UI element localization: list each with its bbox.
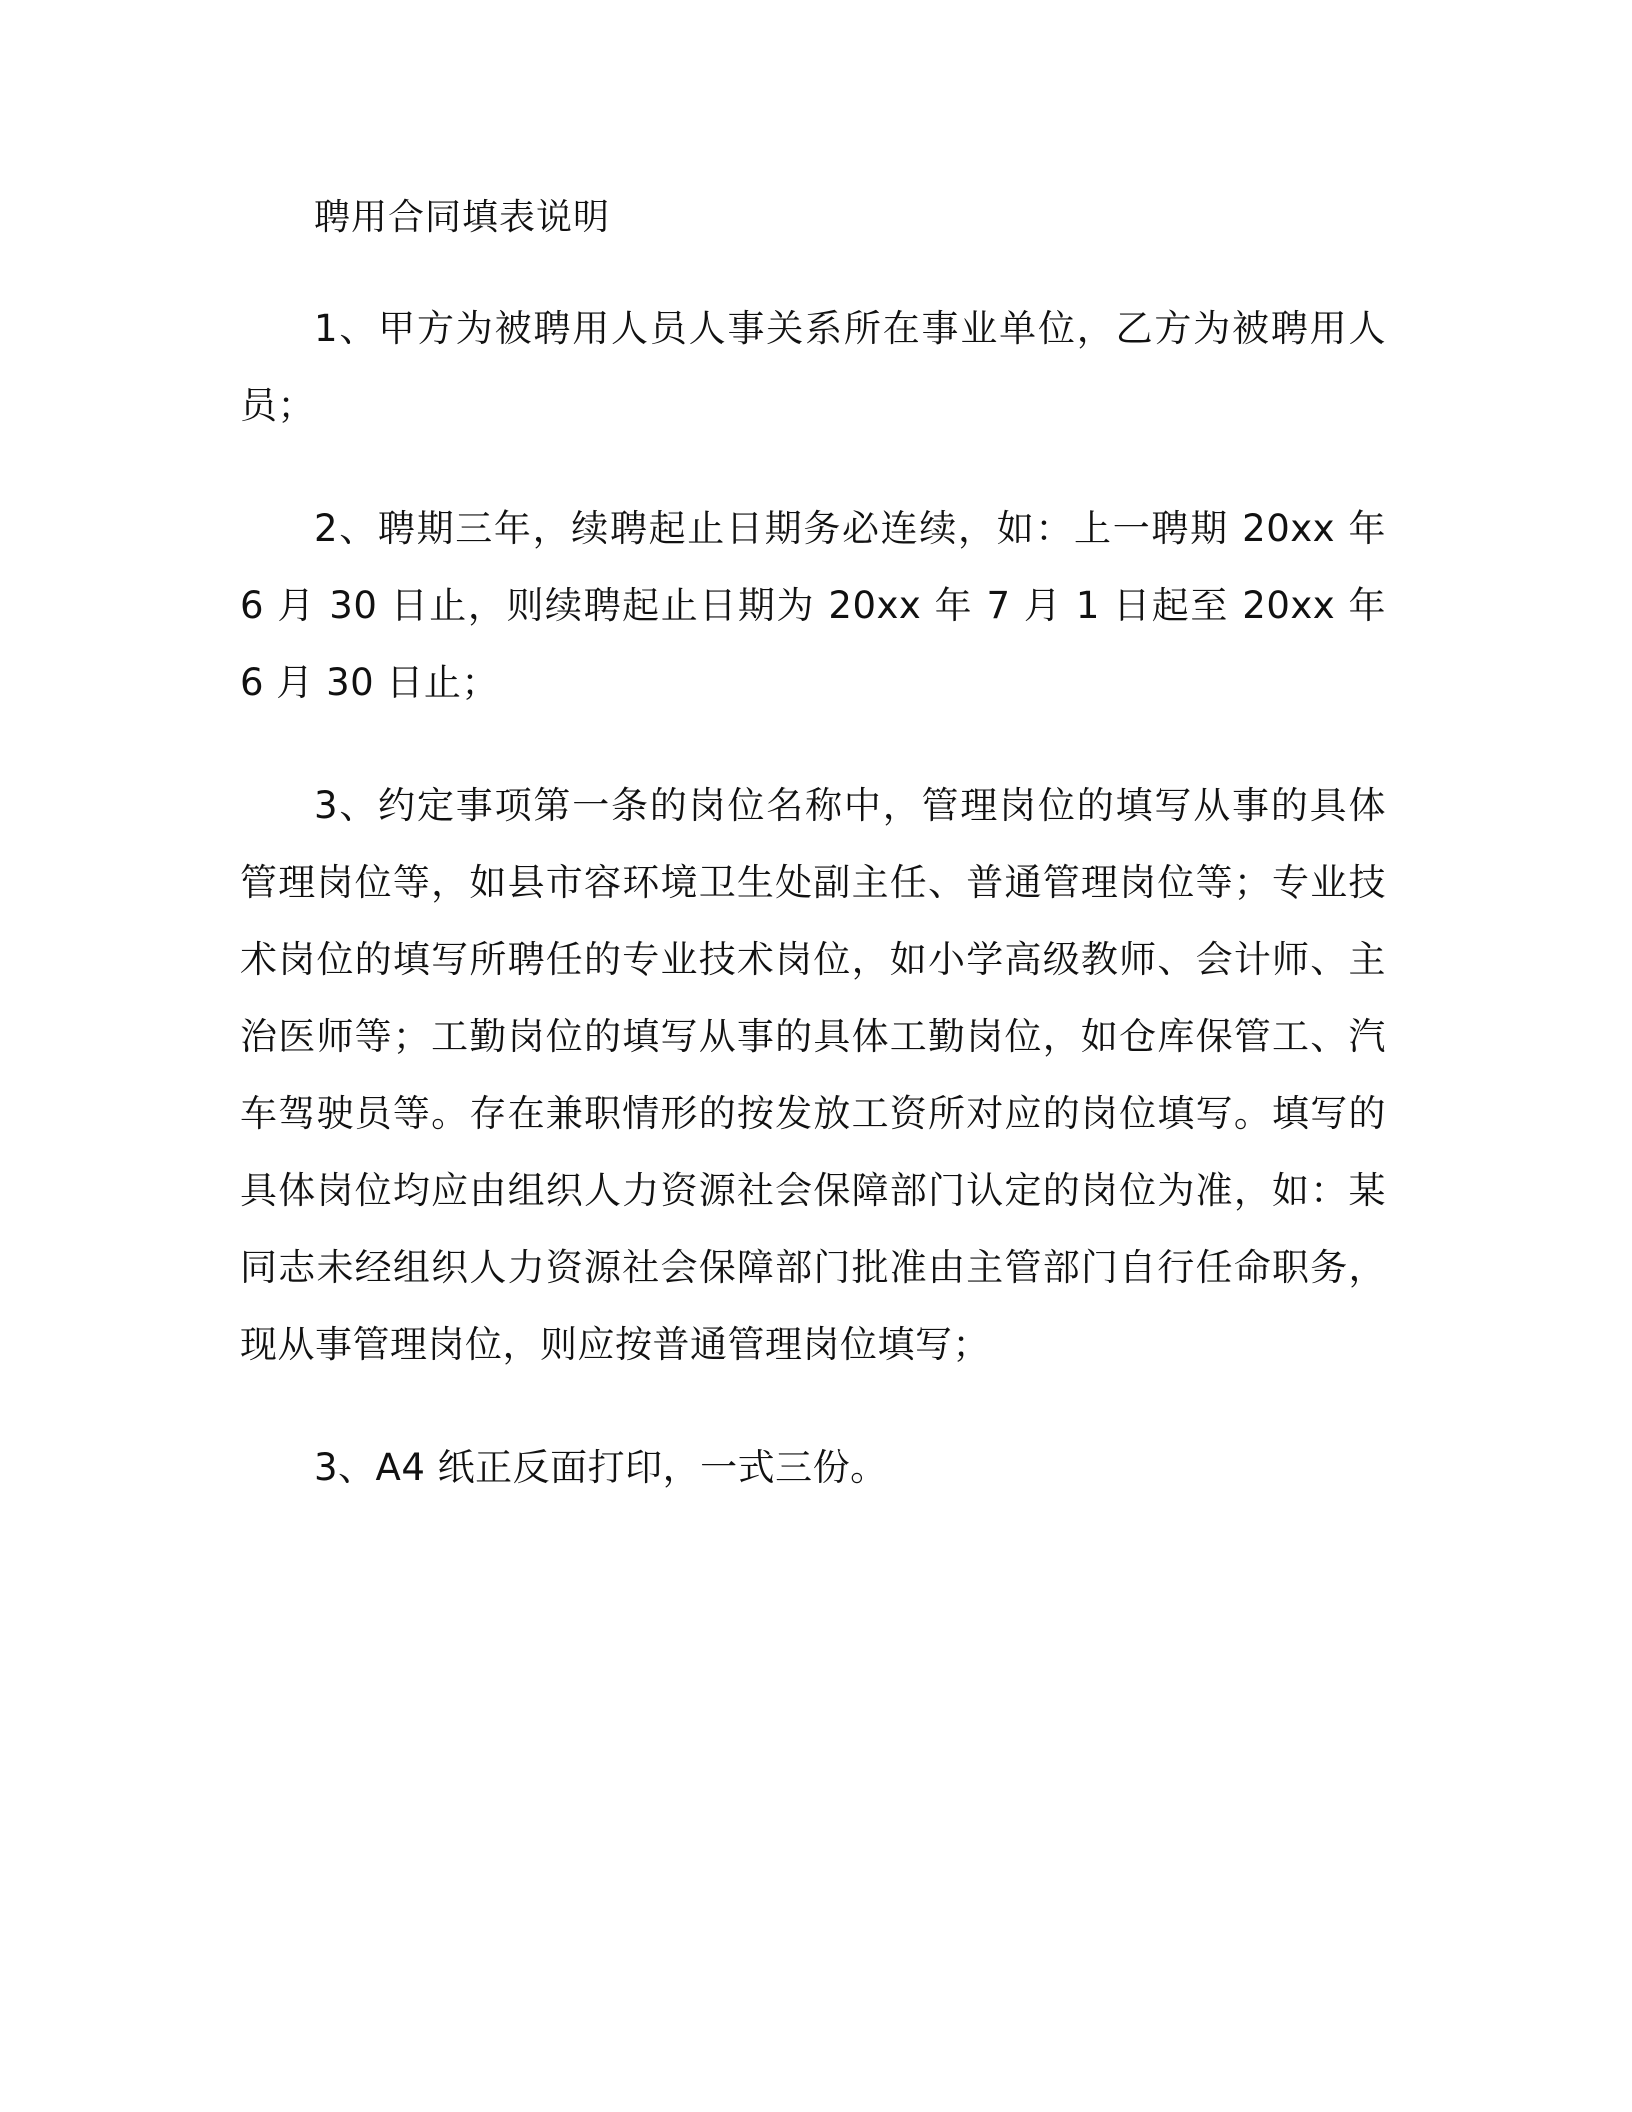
document-title: 聘用合同填表说明 <box>314 197 611 238</box>
instruction-paragraph-4: 3、A4 纸正反面打印，一式三份。 <box>314 1446 888 1489</box>
document-content <box>240 190 1386 1506</box>
instruction-paragraph-3: 3、约定事项第一条的岗位名称中，管理岗位的填写从事的具体管理岗位等，如县市容环境卫生处副主任、普通管理岗位等；专业技术岗位的填写所聘任的专业技术岗位，如小学高级教师、会计师、主治医师等；工勤岗位的填写从事的具体工勤岗位，如仓库保管工、汽车驾驶员等。存在兼职情形的按发放工资所对应的岗位填写。填写的具体岗位均应由组织人力资源社会保障部门认定的岗位为准，如：某同志未经组织人力资源社会保障部门批准由主管部门自行任命职务，现从事管理岗位，则应按普通管理岗位填写； <box>240 784 1386 1366</box>
instruction-paragraph-2: 2、聘期三年，续聘起止日期务必连续，如：上一聘期 20xx 年 6 月 30 日止，则续聘起止日期为 20xx 年 7 月 1 日起至 20xx 年 6 月 30 日止； <box>240 507 1386 704</box>
instruction-paragraph-1: 1、甲方为被聘用人员人事关系所在事业单位，乙方为被聘用人员； <box>240 307 1386 427</box>
